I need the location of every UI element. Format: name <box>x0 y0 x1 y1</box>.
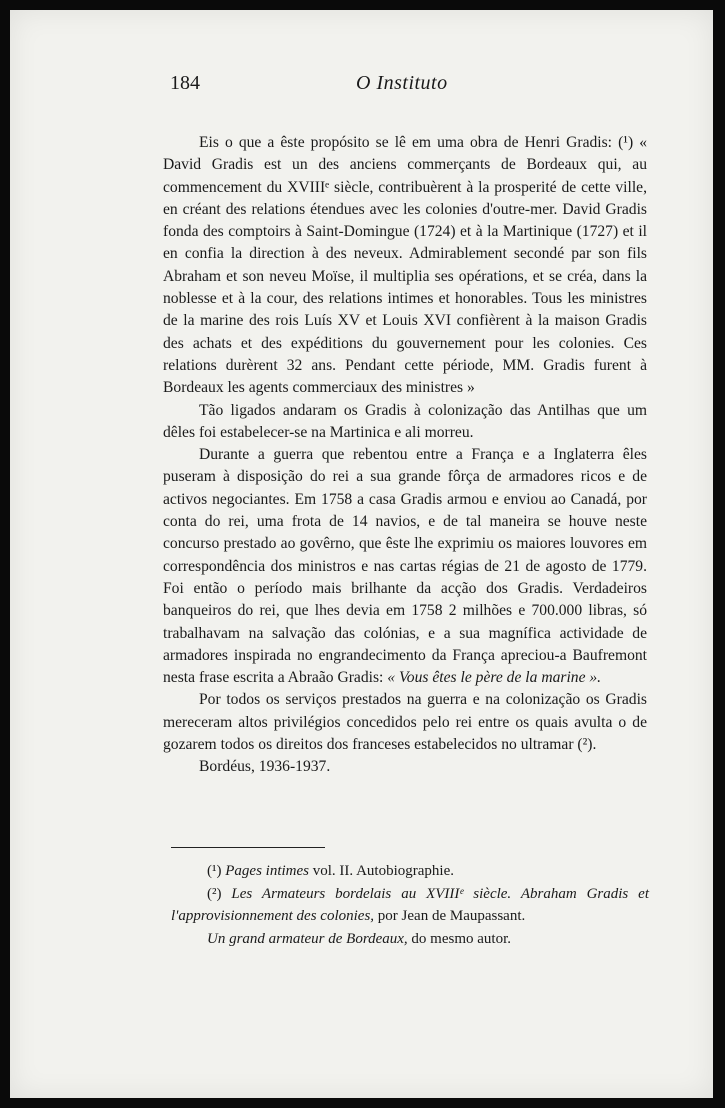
place-date: Bordéus, 1936-1937. <box>199 758 331 776</box>
paragraph <box>163 444 647 689</box>
footnote-title: Pages intimes <box>225 863 309 879</box>
paragraph-text: Durante a guerra que rebentou entre a França e a Inglaterra êles puseram à disposição do rei a sua grande fôrça de armadores ricos e de activos negociantes. Em 1758 a casa Gradis armou e enviou ao Canadá, por conta do rei, uma frota de 14 navios, e de tal maneira se houve neste concurso prestado ao govêrno, que êste lhe exprimiu os maiores louvores em correspondência dos ministros e nas cartas régias de 21 de agosto de 1779. Foi então o período mais brilhante da acção dos Gradis. Verdadeiros banqueiros do rei, que lhes devia em 1758 2 milhões e 700.000 libras, só trabalhavam na salvação das colónias, e a sua magnífica actividade de armadores inspirada no engrandecimento da França apreciou-a Baufremont nesta frase escrita a Abraão Gradis: <box>163 446 647 687</box>
footnote-text: vol. II. Autobiographie. <box>309 863 454 879</box>
footnote-marker: (²) <box>207 885 222 902</box>
footnote-title: Un grand armateur de Bordeaux, <box>207 930 408 947</box>
paragraph: Por todos os serviços prestados na guerra e na colonização os Gradis mereceram altos privilégios concedidos pelo rei entre os quais avulta o de gozarem todos os direitos dos franceses estabelecidos no ultramar (²). <box>163 691 647 754</box>
footnote-text: do mesmo autor. <box>407 930 511 947</box>
running-title: O Instituto <box>356 72 448 94</box>
paragraph: Eis o que a êste propósito se lê em uma obra de Henri Gradis: (¹) « David Gradis est un des anciens commerçants de Bordeaux qui, au commencement du XVIIIᵉ siècle, contribuèrent à la prosperité de cette ville, en créant des relations étendues avec les colonies d'outre-mer. David Gradis fonda des comptoirs à Saint-Domingue (1724) et à la Martinique (1727) et il en confia la direction à des neveux. Admirablement secondé par son fils Abraham et son neveu Moïse, il multiplia ses opérations, et se créa, dans la noblesse et à la cour, des relations intimes et honorables. Tous les ministres de la marine des rois Luís XV et Louis XVI confièrent à la maison Gradis des achats et des expéditions du gouvernement pour les colonies. Ces relations durèrent 32 ans. Pendant cette période, MM. Gradis furent à Bordeaux les agents commerciaux des ministres » <box>163 134 647 397</box>
footnote-marker: (¹) <box>207 863 222 879</box>
body-text <box>163 132 647 779</box>
footnote <box>171 883 649 928</box>
footnote <box>171 928 649 951</box>
footnote-title: Les Armateurs bordelais au XVIIIᵉ siècle. Abraham Gradis et l'approvisionnement des colonies, <box>171 885 649 924</box>
footnote <box>171 860 649 883</box>
footnote-rule <box>171 847 325 848</box>
footnotes <box>171 860 649 950</box>
footnote-text: por Jean de Maupassant. <box>374 908 526 924</box>
page-header <box>170 72 668 102</box>
page-number: 184 <box>170 72 200 94</box>
quote: « Vous êtes le père de la marine ». <box>387 669 602 687</box>
paragraph: Tão ligados andaram os Gradis à colonização das Antilhas que um dêles foi estabelecer-se na Martinica e ali morreu. <box>163 401 647 441</box>
book-page <box>10 10 713 1098</box>
